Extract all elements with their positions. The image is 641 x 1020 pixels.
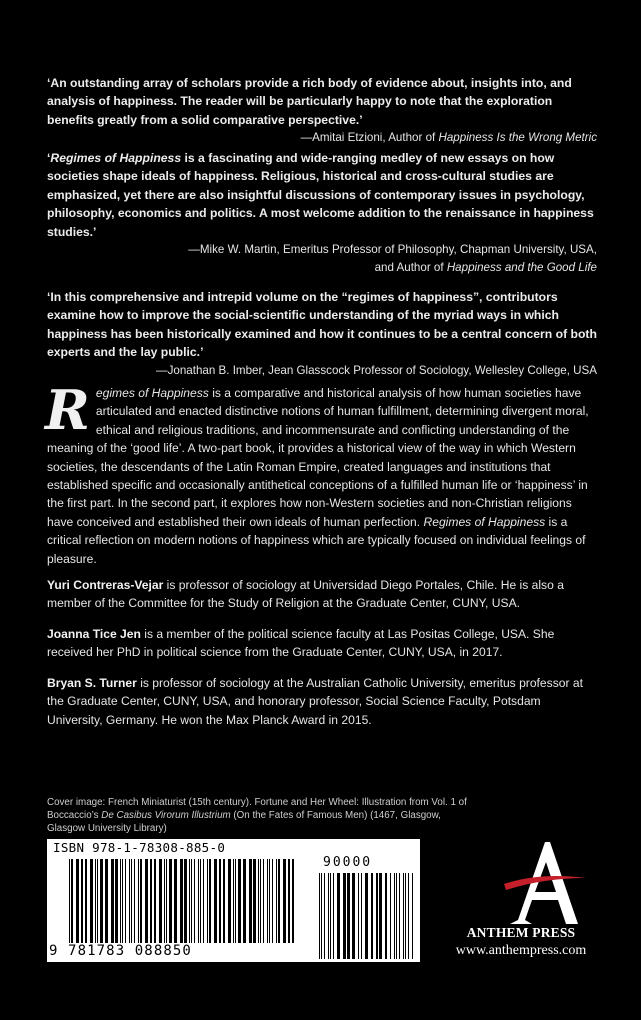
- isbn-label: ISBN 978-1-78308-885-0: [53, 840, 226, 855]
- barcode-bar: [405, 873, 406, 959]
- barcode-bar: [85, 859, 87, 943]
- author-bio-turner: Bryan S. Turner is professor of sociology at the Australian Catholic University, emeritus professor at the Graduate Center, CUNY, USA, and honorary professor, Social Science Faculty, Potsdam University, Germany. He won the Max Planck Award in 2015.: [47, 676, 583, 727]
- publisher-url: www.anthempress.com: [455, 943, 587, 958]
- barcode-bar: [198, 859, 199, 943]
- barcode-bar: [120, 859, 121, 943]
- barcode-bar: [333, 873, 334, 959]
- barcode-bar: [145, 859, 148, 943]
- barcode-bar: [283, 859, 286, 943]
- barcode-bar: [207, 859, 208, 943]
- barcode-bar: [97, 859, 98, 943]
- blurb-quote: ‘Regimes of Happiness is a fascinating and wide-ranging medley of new essays on how societies shape ideals of happiness. Religious, historical and cross-cultural studies are emphasized, yet there are also insightful discussions of contemporary issues in psychology, philosophy, economics and politics. A most welcome addition to the renaissance in happiness studies.’: [47, 151, 594, 239]
- price-addon-number: 90000: [323, 855, 373, 870]
- barcode-bar: [184, 859, 187, 943]
- barcode-bar: [90, 859, 93, 943]
- barcode-bar: [194, 859, 195, 943]
- barcode-bar: [125, 859, 126, 943]
- barcode-bar: [105, 859, 108, 943]
- barcode-bar: [253, 859, 256, 943]
- barcode-bar: [288, 859, 290, 943]
- barcode-bar: [169, 859, 172, 943]
- book-description: Regimes of Happiness is a comparative and historical analysis of how human societies have articulated and enacted distinctive notions of human fulfillment, determining divergent moral, ethical and religious traditions, and incommensurate and conflicting understanding of the meaning of the ‘good life’. A two-part book, it provides a historical view of the way in which Western societies, the descendants of the Latin Roman Empire, created languages and institutions that established specific and occasionally antithetical conceptions of a fulfilled human life or ‘happiness’ in the first part. In the second part, it explores how non-Western societies and non-Christian religions have conceived and established their own ideals of human perfection. Regimes of Happiness is a critical reflection on modern notions of happiness which are typically focused on individual feelings of pleasure.: [45, 378, 589, 566]
- barcode-bar: [228, 859, 231, 943]
- blurb-attribution: —Mike W. Martin, Emeritus Professor of Philosophy, Chapman University, USA,: [188, 243, 597, 257]
- barcode-bar: [238, 859, 241, 943]
- author-bio-jen: Joanna Tice Jen is a member of the political science faculty at Las Positas College, USA. She received her PhD in political science from the Graduate Center, CUNY, USA, in 2017.: [47, 627, 555, 660]
- barcode-bar: [319, 873, 320, 959]
- barcode-bar: [260, 859, 261, 943]
- barcode-bar: [219, 859, 221, 943]
- blurb-attribution: —Amitai Etzioni, Author of Happiness Is the Wrong Metric: [300, 131, 597, 145]
- barcode-bar: [115, 859, 118, 943]
- barcode-bar: [140, 859, 142, 943]
- barcode-bar: [376, 873, 378, 959]
- barcode-bar: [343, 873, 346, 959]
- barcode-bar: [71, 859, 73, 943]
- publisher-info: [441, 925, 601, 959]
- barcode-bar: [131, 859, 132, 943]
- barcode-bar: [95, 859, 96, 943]
- barcode-bar: [272, 859, 273, 943]
- barcode-bar: [292, 859, 294, 943]
- barcode-bar: [390, 873, 391, 959]
- blurb-etzioni: [47, 74, 597, 147]
- barcode-bar: [129, 859, 130, 943]
- barcode-bar: [330, 873, 331, 959]
- barcode-bar: [223, 859, 225, 943]
- barcode-bar: [134, 859, 135, 943]
- barcode-bar: [159, 859, 162, 943]
- barcode-bar: [278, 859, 280, 943]
- barcode-bar: [267, 859, 268, 943]
- barcode-bar: [214, 859, 217, 943]
- barcode-bar: [164, 859, 165, 943]
- blurb-attribution: —Jonathan B. Imber, Jean Glasscock Professor of Sociology, Wellesley College, USA: [156, 363, 597, 377]
- barcode-bar: [347, 873, 350, 959]
- barcode-bar: [328, 873, 329, 959]
- barcode-bar: [403, 873, 404, 959]
- publisher-name: ANTHEM PRESS: [466, 925, 576, 940]
- barcode-bar: [269, 859, 270, 943]
- isbn-barcode: [47, 839, 420, 962]
- barcode-bar: [396, 873, 397, 959]
- barcode-bar: [263, 859, 264, 943]
- barcode-bar: [122, 859, 123, 943]
- blurb-martin: [47, 149, 597, 277]
- barcode-bar: [365, 873, 368, 959]
- logo-swoosh: [504, 876, 586, 890]
- barcode-bar: [69, 859, 70, 943]
- barcode-bar: [174, 859, 177, 943]
- barcode-bar: [361, 873, 362, 959]
- blurb-attribution-line2: and Author of Happiness and the Good Life: [374, 261, 597, 275]
- barcode-bar: [191, 859, 192, 943]
- barcode-bar: [81, 859, 83, 943]
- barcode-bar: [358, 873, 359, 959]
- barcode-bar: [166, 859, 167, 943]
- barcode-bar: [100, 859, 103, 943]
- barcode-bar: [180, 859, 183, 943]
- barcode-bar: [249, 859, 252, 943]
- barcode-bar: [209, 859, 211, 943]
- blurb-quote: ‘An outstanding array of scholars provide a rich body of evidence about, insights into, and analysis of happiness. The reader will be particularly happy to note that the exploration benefits greatly from a solid comparative perspective.’: [47, 76, 572, 127]
- cover-image-credit: Cover image: French Miniaturist (15th century). Fortune and Her Wheel: Illustration from Vol. 1 of Boccaccio’s De Casibus Virorum Illustrium (On the Fates of Famous Men) (1467, Glasgow, Glasgow University Library): [47, 797, 467, 834]
- barcode-bar: [379, 873, 382, 959]
- barcode-bar: [276, 859, 277, 943]
- barcode-bar: [321, 873, 322, 959]
- barcode-bar: [371, 873, 373, 959]
- barcode-bar: [200, 859, 201, 943]
- barcode-bar: [399, 873, 400, 959]
- barcode-bar: [412, 873, 413, 959]
- barcode-bar: [258, 859, 259, 943]
- drop-cap: R: [45, 378, 90, 442]
- barcode-bar: [154, 859, 156, 943]
- barcode-bar: [111, 859, 114, 943]
- barcode-bar: [394, 873, 395, 959]
- barcode-bar: [408, 873, 409, 959]
- author-bio-contreras: Yuri Contreras-Vejar is professor of sociology at Universidad Diego Portales, Chile. He is also a member of the Committee for the Study of Religion at the Graduate Center, CUNY, USA.: [47, 578, 564, 611]
- barcode-bar: [203, 859, 204, 943]
- barcode-bar: [150, 859, 152, 943]
- barcode-bar: [233, 859, 234, 943]
- barcode-bar: [189, 859, 190, 943]
- blurb-imber: [47, 288, 597, 380]
- barcode-bar: [138, 859, 139, 943]
- anthem-press-logo: [500, 838, 590, 928]
- barcode-bar: [385, 873, 387, 959]
- barcode-bar: [76, 859, 79, 943]
- barcode-bar: [337, 873, 340, 959]
- ean-number: 9 781783 088850: [49, 943, 192, 959]
- barcode-bar: [243, 859, 246, 943]
- barcode-bar: [352, 873, 355, 959]
- barcode-bar: [324, 873, 325, 959]
- blurb-quote: ‘In this comprehensive and intrepid volume on the “regimes of happiness”, contributors examine how to improve the social-scientific understanding of the myriad ways in which happiness has been historically examined and how it continues to be a central concern of both experts and the lay public.’: [47, 290, 597, 360]
- barcode-bar: [235, 859, 236, 943]
